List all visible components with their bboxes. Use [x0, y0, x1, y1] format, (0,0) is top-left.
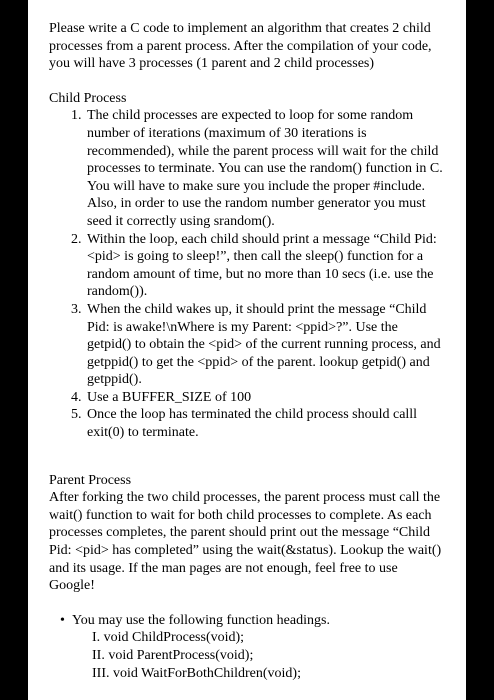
list-item: 1. The child processes are expected to loop for some random number of iterations (maximum of 30 iterations is recommended), while the parent process will wait for the child processes to terminate. You can use the random() function in C. You will have to make sure you include the proper #include. Also, in order to use the random number generator you must seed it correctly using srandom(). — [85, 107, 444, 230]
intro-paragraph: Please write a C code to implement an algorithm that creates 2 child processes from a parent process. After the compilation of your code, you will have 3 processes (1 parent and 2 child processes) — [49, 21, 432, 72]
list-item: 3. When the child wakes up, it should print the message “Child Pid: is awake!\nWhere is my Parent: <ppid>?”. Use the getpid() to obtain the <pid> of the current running process, and getppid() to get the <ppid> of the parent. lookup getpid() and getppid(). — [85, 301, 444, 389]
note-text: You may use the following function headings. — [72, 612, 330, 628]
function-headings-note — [49, 612, 444, 682]
document-page — [28, 0, 466, 700]
parent-process-heading: Parent Process — [49, 472, 132, 488]
list-item: 2. Within the loop, each child should print a message “Child Pid: <pid> is going to sleep!”, then call the sleep() function for a random amount of time, but no more than 10 secs (i.e. use the random()). — [85, 231, 444, 301]
list-item: 5. Once the loop has terminated the child process should calll exit(0) to terminate. — [85, 406, 444, 441]
child-process-list — [49, 107, 444, 441]
note-line — [60, 612, 444, 630]
function-heading: I. void ChildProcess(void); — [92, 630, 245, 646]
bullet-icon: • — [60, 612, 65, 628]
child-process-heading: Child Process — [49, 90, 127, 106]
list-item: 4. Use a BUFFER_SIZE of 100 — [85, 389, 444, 407]
function-heading: III. void WaitForBothChildren(void); — [92, 665, 301, 681]
function-heading: II. void ParentProcess(void); — [92, 648, 254, 663]
parent-process-paragraph: After forking the two child processes, the parent process must call the wait() function to wait for both child processes to complete. As each processes completes, the parent should print out the message “Child Pid: <pid> has completed” using the wait(&status). Lookup the wait() and its usage. If the man pages are not enough, feel free to use Google! — [49, 490, 442, 594]
document-content — [49, 20, 444, 682]
function-headings-list — [72, 629, 444, 682]
